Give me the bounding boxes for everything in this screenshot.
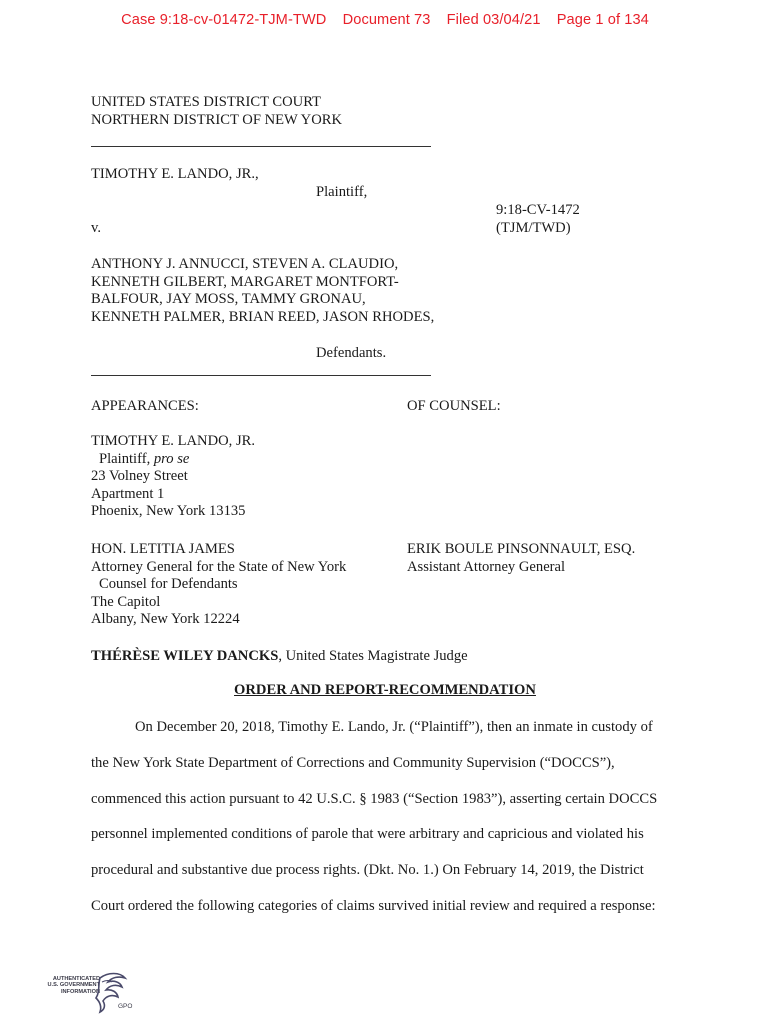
- appearances-heading: APPEARANCES:: [91, 398, 199, 414]
- defendants-line: BALFOUR, JAY MOSS, TAMMY GRONAU,: [91, 291, 366, 307]
- defense-title: Attorney General for the State of New York: [91, 558, 347, 575]
- defense-address-2: Albany, New York 12224: [91, 611, 240, 627]
- plaintiff-role-prefix: Plaintiff,: [99, 450, 154, 467]
- page-number: Page 1 of 134: [556, 12, 649, 28]
- caption-divider-top: [91, 146, 431, 147]
- court-name: [91, 94, 342, 129]
- defense-address-1: The Capitol: [91, 593, 161, 610]
- document-number: Document 73: [342, 12, 431, 28]
- gpo-mark: GPO: [118, 1003, 133, 1010]
- defendants-line: KENNETH PALMER, BRIAN REED, JASON RHODES,: [91, 308, 435, 325]
- body-line: the New York State Department of Corrections and Community Supervision (“DOCCS”),: [91, 755, 615, 771]
- caption-divider-bottom: [91, 375, 431, 376]
- case-number: Case 9:18-cv-01472-TJM-TWD: [121, 12, 327, 28]
- plaintiff-appearance-name: TIMOTHY E. LANDO, JR.: [91, 433, 256, 449]
- case-number-line-1: 9:18-CV-1472: [496, 202, 580, 218]
- filed-date: Filed 03/04/21: [446, 12, 541, 28]
- body-line: commenced this action pursuant to 42 U.S.C. § 1983 (“Section 1983”), asserting certain DOCCS: [91, 791, 658, 807]
- defense-appearance: [91, 541, 346, 629]
- plaintiff-address-3: Phoenix, New York 13135: [91, 503, 246, 519]
- gpo-seal-line: INFORMATION: [60, 988, 100, 995]
- body-line: personnel implemented conditions of parole that were arbitrary and capricious and violated his: [91, 826, 644, 842]
- plaintiff-label: Plaintiff,: [316, 184, 368, 200]
- gpo-authentication-seal: [42, 970, 132, 1016]
- order-title: ORDER AND REPORT-RECOMMENDATION: [234, 682, 536, 698]
- defense-counsel: [407, 541, 635, 576]
- defendants-label: Defendants.: [316, 345, 387, 361]
- defense-counsel-name: ERIK BOULE PINSONNAULT, ESQ.: [407, 541, 636, 557]
- judge-title: , United States Magistrate Judge: [278, 648, 468, 664]
- body-line: procedural and substantive due process rights. (Dkt. No. 1.) On February 14, 2019, the District: [91, 862, 644, 878]
- defense-role: Counsel for Defendants: [99, 576, 238, 592]
- defendants-line: KENNETH GILBERT, MARGARET MONTFORT-: [91, 273, 399, 290]
- case-header: [0, 12, 770, 30]
- plaintiff-address-2: Apartment 1: [91, 485, 165, 502]
- defense-counsel-title: Assistant Attorney General: [407, 558, 566, 575]
- defendants-list: [91, 256, 434, 326]
- of-counsel-heading: OF COUNSEL:: [407, 398, 501, 414]
- pro-se: pro se: [153, 450, 190, 467]
- defendants-line: ANTHONY J. ANNUCCI, STEVEN A. CLAUDIO,: [91, 256, 399, 272]
- plaintiff-address-1: 23 Volney Street: [91, 468, 188, 484]
- judge-name: THÉRÈSE WILEY DANCKS: [91, 648, 279, 664]
- gpo-seal-line: AUTHENTICATED: [52, 976, 100, 982]
- plaintiff-appearance: [91, 433, 255, 521]
- court-line-1: UNITED STATES DISTRICT COURT: [91, 94, 321, 110]
- plaintiff-role: [91, 451, 255, 469]
- defense-name: HON. LETITIA JAMES: [91, 541, 235, 557]
- judge-line: [91, 648, 468, 666]
- gpo-seal-line: U.S. GOVERNMENT: [47, 982, 100, 989]
- gpo-seal-text: [42, 976, 100, 995]
- court-line-2: NORTHERN DISTRICT OF NEW YORK: [91, 111, 343, 128]
- body-line: Court ordered the following categories of claims survived initial review and required a response:: [91, 898, 656, 914]
- versus: v.: [91, 220, 101, 236]
- plaintiff-name: TIMOTHY E. LANDO, JR.,: [91, 166, 259, 182]
- case-number-line-2: (TJM/TWD): [496, 220, 571, 236]
- body-line: On December 20, 2018, Timothy E. Lando, Jr. (“Plaintiff”), then an inmate in custody of: [135, 719, 653, 735]
